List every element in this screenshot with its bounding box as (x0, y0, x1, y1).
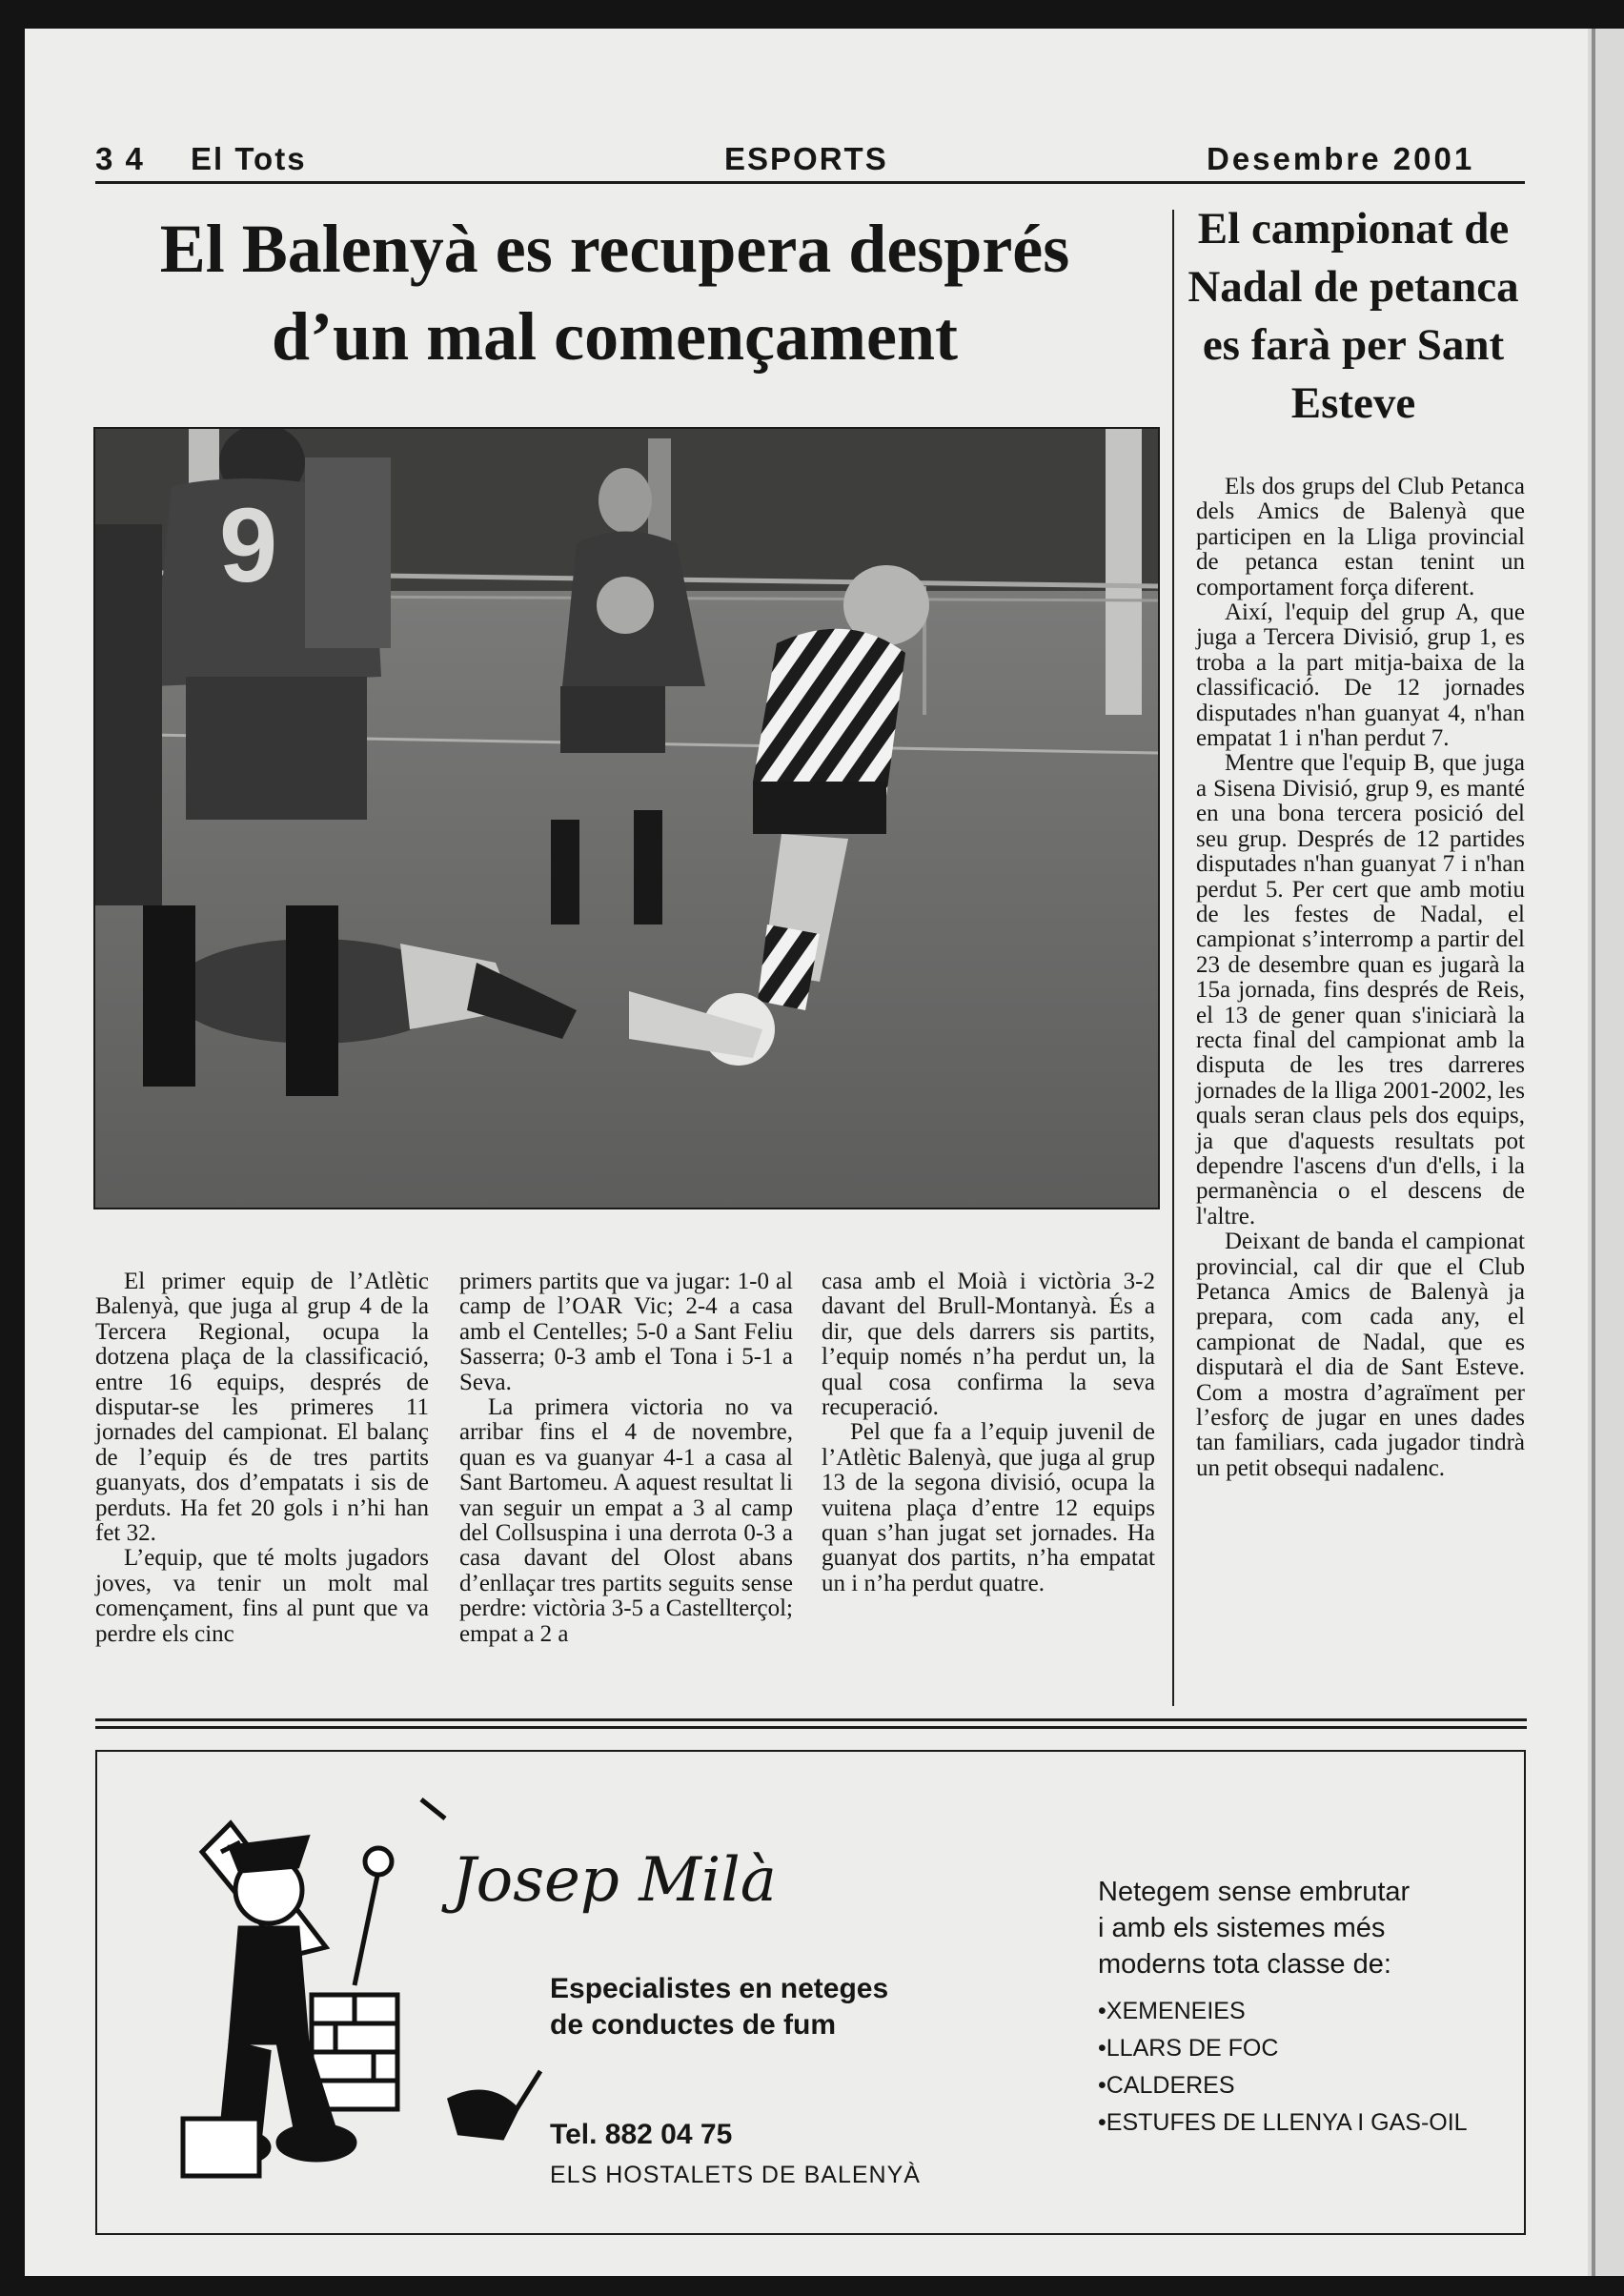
advertisement-box (95, 1750, 1526, 2235)
article-paragraph: casa amb el Moià i victòria 3-2 davant del Brull-Montanyà. És a dir, que dels darrers sis partits, l’equip només n’ha perdut un, la qual cosa confirma la seva recuperació. (822, 1269, 1155, 1421)
side-headline: El campionat de Nadal de petanca es farà per Sant Esteve (1188, 204, 1519, 428)
service-item: • ESTUFES DE LLENYA I GAS-OIL (1098, 2104, 1468, 2142)
side-article-column (1196, 475, 1525, 1481)
article-column-2 (459, 1270, 793, 1647)
side-paragraph: Els dos grups del Club Petanca dels Amics de Balenyà que participen en la Lliga provincial de petanca estan tenint un comportament força diferent. (1196, 474, 1525, 600)
column-divider (1172, 210, 1174, 1706)
newspaper-page (25, 29, 1588, 2276)
header-rule (95, 181, 1525, 184)
service-item: • CALDERES (1098, 2067, 1468, 2104)
specialty-line-2: de conductes de fum (550, 2009, 837, 2041)
football-photo (93, 427, 1160, 1209)
side-paragraph: Així, l'equip del grup A, que juga a Tercera Divisió, grup 1, es troba a la part mitja-baixa de la classificació. De 12 jornades disputades n'han guanyat 4, n'han empatat 1 i n'han perdut 7. (1196, 599, 1525, 752)
services-list (1098, 1993, 1468, 2142)
service-item: • LLARS DE FOC (1098, 2030, 1468, 2067)
adjacent-page-edge (1588, 29, 1624, 2276)
service-item: • XEMENEIES (1098, 1993, 1468, 2030)
section-title: ESPORTS (724, 141, 888, 176)
business-name: Josep Milà (452, 1845, 777, 1916)
headline-line-1: El Balenyà es recupera després (159, 211, 1070, 287)
business-address: ELS HOSTALETS DE BALENYÀ (550, 2162, 921, 2188)
side-paragraph: Mentre que l'equip B, que juga a Sisena Divisió, grup 9, es manté en una bona tercera posició del seu grup. Després de 12 partides disputades n'han guanyat 7 i n'han perdut 5. Per cert que amb motiu de les festes de Nadal, el campionat s’interromp a partir del 23 de desembre quan es jugarà la 15a jornada, fins després de Reis, el 13 de gener quan s'iniciarà la recta final del campionat amb la disputa de les tres darreres jornades de la lliga 2001-2002, les quals seran claus pels dos equips, ja que d'aquests resultats pot dependre l'ascens d'un d'ells, i la permanència o el descens de l'altre. (1196, 750, 1525, 1229)
article-paragraph: L’equip, que té molts jugadors joves, va tenir un molt mal començament, fins al punt que va perdre els cinc (95, 1545, 429, 1647)
lead-line-1: Netegem sense embrutar (1098, 1877, 1411, 1907)
main-headline (95, 205, 1134, 380)
article-column-3 (822, 1270, 1155, 1596)
separator-rule (95, 1718, 1527, 1721)
jersey-number: 9 (219, 487, 278, 604)
separator-rule (95, 1726, 1527, 1729)
lead-line-2: i amb els sistemes més (1098, 1913, 1386, 1943)
article-column-1 (95, 1270, 429, 1647)
side-paragraph: Deixant de banda el campionat provincial, cal dir que el Club Petanca Amics de Balenyà ja prepara, com cada any, el campionat de Nadal, que es disputarà el dia de Sant Esteve. Com a mostra d’agraïment per l’esforç de jugar en unes dades tan familiars, cada jugador tindrà un petit obsequi nadalenc. (1196, 1229, 1525, 1481)
ad-lead-text (1098, 1874, 1410, 1982)
article-paragraph: La primera victoria no va arribar fins el 4 de novembre, quan es va guanyar 4-1 a casa al Sant Bartomeu. A aquest resultat li van seguir un empat a 3 al camp del Collsuspina i una derrota 0-3 a casa davant del Olost abans d’enllaçar tres partits seguits sense perdre: victòria 3-5 a Castellterçol; empat a 2 a (459, 1394, 793, 1647)
article-paragraph: Pel que fa a l’equip juvenil de l’Atlètic Balenyà, que juga al grup 13 de la segona divisió, ocupa la vuitena plaça d’entre 12 equips quan s’han jugat set jornades. Ha guanyat dos partits, n’ha empatat un i n’ha perdut quatre. (822, 1419, 1155, 1596)
article-paragraph: primers partits que va jugar: 1-0 al camp de l’OAR Vic; 2-4 a casa amb el Centelles; 5-0 a Sant Feliu Sasserra; 0-3 amb el Tona i 5-1 a Seva. (459, 1269, 793, 1395)
issue-date: Desembre 2001 (1207, 141, 1475, 176)
business-specialty (550, 1971, 888, 2043)
article-paragraph: El primer equip de l’Atlètic Balenyà, que juga al grup 4 de la Tercera Regional, ocupa la dotzena plaça de la classificació, entre 16 equips, després de disputar-se les primeres 11 jornades del campionat. El balanç de l’equip és de tres partits guanyats, dos d’empatats i sis de perduts. Ha fet 20 gols i n’hi han fet 32. (95, 1269, 429, 1547)
business-phone: Tel. 882 04 75 (550, 2119, 733, 2150)
page-number: 3 4 (95, 141, 145, 176)
publication-name: El Tots (191, 141, 307, 176)
specialty-line-1: Especialistes en neteges (550, 1973, 889, 2004)
lead-line-3: moderns tota classe de: (1098, 1949, 1391, 1980)
headline-line-2: d’un mal començament (272, 298, 958, 375)
